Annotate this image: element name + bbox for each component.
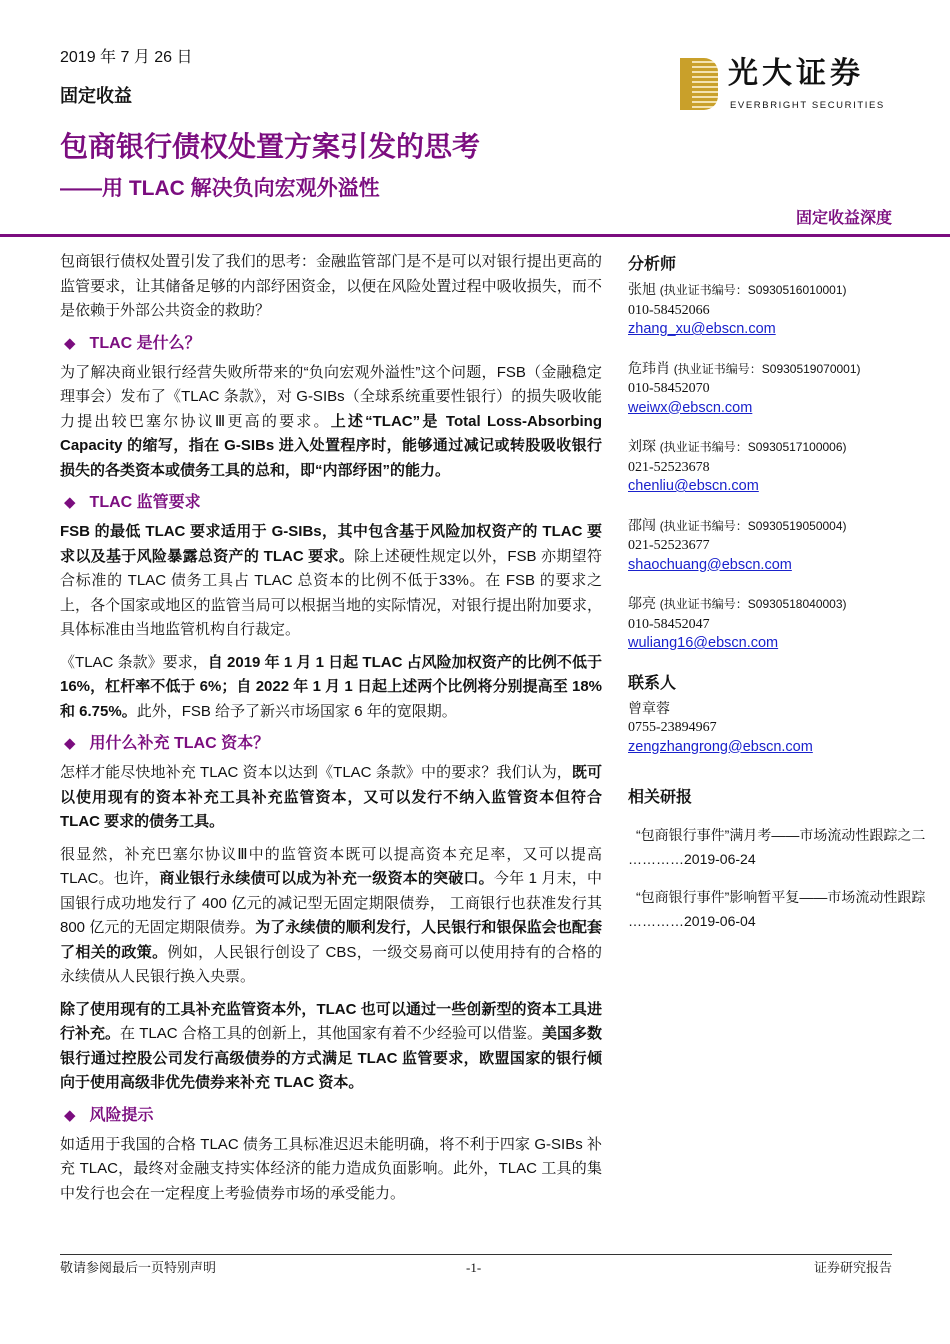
report-date: 2019 年 7 月 26 日 (60, 49, 193, 66)
analyst-name-line (628, 437, 928, 458)
bold-text: 自 2019 年 1 月 1 日起 TLAC 占风险加权资产的比例不低于 16%，杠杆率不低于 6%；自 2022 年 1 月 1 日起上述两个比例将分别提高至 18%和 6.75%。 (60, 653, 602, 720)
analyst-name: 张旭 (628, 281, 656, 297)
analyst-phone: 010-58452070 (628, 381, 710, 396)
body-paragraph (60, 998, 602, 1096)
footer-divider (60, 1254, 892, 1255)
analyst-name: 邬亮 (628, 595, 656, 611)
bold-text: 商业银行永续债可以成为补充一级资本的突破口。 (159, 870, 494, 887)
contact-heading: 联系人 (628, 674, 677, 692)
analyst-phone: 021-52523677 (628, 538, 710, 553)
analyst-cert: (执业证书编号：S0930516010001) (659, 283, 847, 297)
section-heading-text: TLAC 监管要求 (89, 494, 201, 511)
analyst-entry (628, 437, 928, 497)
footer-report-type: 证券研究报告 (813, 1260, 892, 1275)
analyst-list (628, 280, 928, 654)
related-report[interactable] (628, 823, 928, 871)
section-heading (64, 491, 602, 515)
main-content (60, 250, 602, 1214)
body-paragraph (60, 761, 602, 835)
analyst-phone: 021-52523678 (628, 459, 710, 475)
text: 如适用于我国的合格 TLAC 债务工具标准迟迟未能明确，将不利于四家 G-SIBs 补充 TLAC，最终对金融支持实体经济的能力造成负面影响。此外，TLAC 工具的集中发行也会在一定程度上考验债券市场的承受能力。 (60, 1135, 602, 1202)
company-logo (680, 56, 890, 114)
text: 包商银行债权处置引发了我们的思考：金融监管部门是不是可以对银行提出更高的监管要求，让其储备足够的内部纾困资金，以便在风险处置过程中吸收损失，而不是依赖于外部公共资金的救助？ (60, 253, 602, 319)
text: 很显然，补充巴塞尔协议Ⅲ中的监管资本既可以提高资本充足率，又可以提高 TLAC。也许， (60, 845, 602, 887)
section-heading (64, 1104, 602, 1128)
section-heading-text: 用什么补充 TLAC 资本？ (89, 735, 270, 752)
analyst-name: 邵闯 (628, 516, 656, 533)
section-heading-text: TLAC 是什么？ (89, 334, 201, 352)
analyst-email-link[interactable]: chenliu@ebscn.com (628, 478, 759, 494)
bold-text: 上述“TLAC”是 Total Loss-Absorbing Capacity 的缩写，指在 G-SIBs 进入处置程序时，能够通过减记或转股吸收银行损失的各类资本或债务工具的总和，即“内部纾困”的能力。 (60, 412, 603, 479)
analyst-cert: (执业证书编号：S0930518040003) (659, 597, 847, 611)
diamond-bullet-icon: ◆ (64, 735, 76, 752)
diamond-bullet-icon: ◆ (64, 1106, 76, 1124)
analyst-email-link[interactable]: wuliang16@ebscn.com (628, 635, 779, 651)
analyst-name-line (628, 280, 928, 301)
bold-text: 除了使用现有的工具补充监管资本外，TLAC 也可以通过一些创新型的资本工具进行补充。 (60, 1000, 602, 1042)
bold-text: FSB 的最低 TLAC 要求适用于 G-SIBs，其中包含基于风险加权资产的 TLAC 要求以及基于风险暴露总资产的 TLAC 要求。 (60, 523, 602, 565)
related-reports-heading: 相关研报 (628, 789, 693, 806)
analyst-email-link[interactable]: zhang_xu@ebscn.com (628, 321, 776, 337)
contact-person (628, 699, 928, 758)
analysts-heading: 分析师 (628, 256, 677, 273)
section-heading (64, 332, 602, 356)
report-type-tag: 固定收益深度 (795, 210, 892, 227)
text: 在 TLAC 合格工具的创新上，其他国家有着不少经验可以借鉴。 (120, 1025, 542, 1042)
report-category: 固定收益 (60, 86, 132, 106)
header-divider (0, 234, 950, 237)
related-reports-list (628, 823, 928, 933)
analyst-name-line (628, 359, 928, 380)
related-report-title[interactable]: “包商银行事件”满月考——市场流动性跟踪之二 (636, 827, 926, 843)
related-report-date: …………2019-06-04 (628, 913, 756, 929)
body-paragraph (60, 361, 602, 484)
page-number: -1- (466, 1260, 482, 1275)
analyst-entry (628, 359, 928, 419)
related-report-date: …………2019-06-24 (628, 851, 756, 867)
bold-text: 既可以使用现有的资本补充工具补充监管资本，又可以发行不纳入监管资本但符合 TLAC 要求的债务工具。 (60, 764, 602, 830)
text: 除上述硬性规定以外，FSB 亦期望符合标准的 TLAC 债务工具占 TLAC 总资本的比例不低于33%。在 FSB 的要求之上，各个国家或地区的监管当局可以根据当地的实际情况，对银行提出附加要求，具体标准由当地监管机构自行裁定。 (60, 547, 603, 638)
body-paragraph (60, 520, 602, 643)
text: 此外，FSB 给予了新兴市场国家 6 年的宽限期。 (136, 702, 457, 720)
report-title: 包商银行债权处置方案引发的思考 (60, 131, 481, 162)
text: 为了解决商业银行经营失败所带来的“负向宏观外溢性”这个问题，FSB（金融稳定理事会）发布了《TLAC 条款》，对 G-SIBs（全球系统重要性银行）的损失吸收能力提出较巴塞尔协议Ⅲ更高的要求。 (60, 363, 602, 430)
bold-text: 美国多数银行通过控股公司发行高级债券的方式满足 TLAC 监管要求，欧盟国家的银行倾向于使用高级非优先债券来补充 TLAC 资本。 (60, 1025, 602, 1091)
section-heading (64, 732, 602, 756)
text: 《TLAC 条款》要求， (60, 653, 208, 671)
analyst-entry (628, 594, 928, 654)
analyst-name-line (628, 516, 928, 537)
diamond-bullet-icon: ◆ (64, 334, 76, 352)
analyst-cert: (执业证书编号：S0930519050004) (659, 518, 847, 533)
bold-text: 为了永续债的顺利发行，人民银行和银保监会也配套了相关的政策。 (60, 919, 602, 961)
sidebar (628, 254, 928, 933)
logo-text-cn: 光大证券 (728, 56, 864, 91)
analyst-cert: (执业证书编号：S0930517100006) (659, 440, 847, 454)
analyst-email-link[interactable]: weiwx@ebscn.com (628, 399, 753, 416)
text: 例如，人民银行创设了 CBS，一级交易商可以使用持有的合格的永续债从人民银行换入央票。 (60, 943, 602, 985)
analyst-name: 刘琛 (628, 438, 656, 454)
footer-disclaimer: 敬请参阅最后一页特别声明 (60, 1260, 217, 1275)
analyst-name-line (628, 594, 928, 615)
text: 怎样才能尽快地补充 TLAC 资本以达到《TLAC 条款》中的要求？我们认为， (60, 764, 572, 781)
analyst-entry (628, 280, 928, 340)
contact-name: 曾章蓉 (628, 699, 670, 716)
body-paragraph (60, 250, 602, 324)
analyst-email-link[interactable]: shaochuang@ebscn.com (628, 556, 792, 573)
related-report[interactable] (628, 885, 928, 933)
section-heading-text: 风险提示 (89, 1106, 154, 1124)
analyst-name: 危玮肖 (628, 359, 670, 376)
analyst-entry (628, 516, 928, 576)
analyst-phone: 010-58452047 (628, 616, 710, 632)
body-paragraph (60, 651, 602, 725)
body-paragraph (60, 1133, 602, 1207)
contact-email-link[interactable]: zengzhangrong@ebscn.com (628, 738, 813, 755)
analyst-cert: (执业证书编号：S0930519070001) (673, 361, 861, 376)
related-report-title[interactable]: “包商银行事件”影响暂平复——市场流动性跟踪 (636, 889, 926, 905)
analyst-phone: 010-58452066 (628, 302, 710, 318)
contact-phone: 0755-23894967 (628, 720, 717, 735)
text: 今年 1 月末，中国银行成功地发行了 400 亿元的减记型无固定期限债券， 工商银行也获准发行其 800 亿元的无固定期限债券。 (60, 870, 603, 936)
report-subtitle: ——用 TLAC 解决负向宏观外溢性 (60, 177, 380, 200)
logo-text-en: EVERBRIGHT SECURITIES (730, 100, 885, 111)
diamond-bullet-icon: ◆ (64, 494, 76, 511)
logo-mark-icon (680, 58, 718, 110)
body-paragraph (60, 843, 602, 990)
